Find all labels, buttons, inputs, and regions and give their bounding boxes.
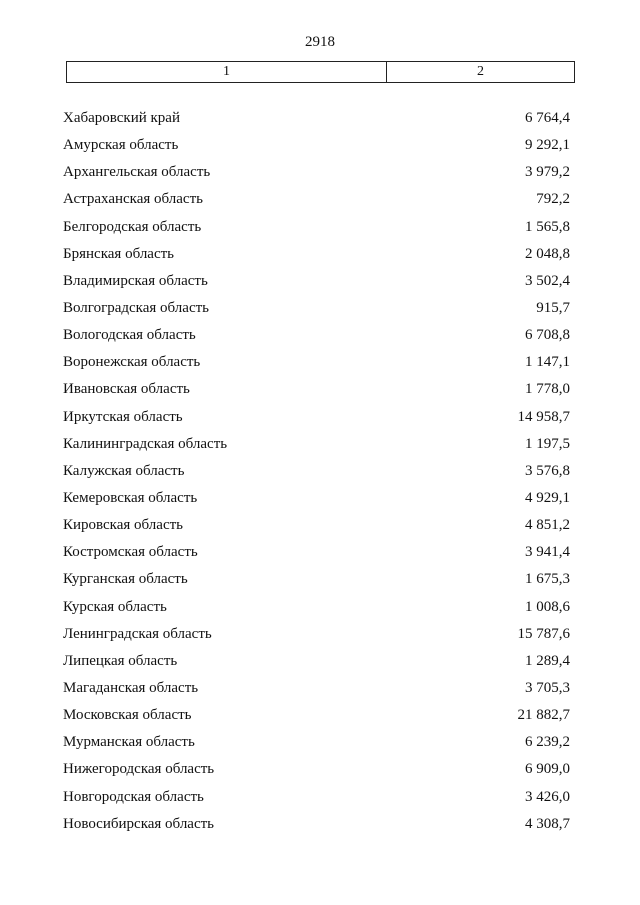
table-row [63,566,570,593]
region-value: 6 708,8 [525,327,570,344]
region-value: 1 675,3 [525,571,570,588]
region-name: Ивановская область [63,381,190,398]
region-name: Магаданская область [63,680,199,697]
region-value: 3 705,3 [525,680,570,697]
region-name: Кемеровская область [63,490,198,507]
region-name: Мурманская область [63,734,195,751]
column-header-1: 1 [67,62,387,82]
table-row [63,404,570,431]
table-row [63,159,570,186]
table-row [63,621,570,648]
region-value: 4 929,1 [525,490,570,507]
table-row [63,485,570,512]
region-value: 6 909,0 [525,761,570,778]
region-name: Курская область [63,598,167,615]
region-name: Кировская область [63,517,184,534]
region-name: Курганская область [63,571,188,588]
table-row [63,322,570,349]
region-value: 15 787,6 [517,625,570,642]
region-name: Хабаровский край [63,110,180,127]
region-name: Воронежская область [63,354,201,371]
region-value: 3 502,4 [525,272,570,289]
region-table [63,105,570,838]
table-row [63,349,570,376]
region-name: Калужская область [63,462,185,479]
table-row [63,594,570,621]
table-row [63,811,570,838]
table-row [63,241,570,268]
region-name: Архангельская область [63,164,211,181]
table-row [63,214,570,241]
region-value: 6 239,2 [525,734,570,751]
region-value: 6 764,4 [525,110,570,127]
region-name: Астраханская область [63,191,203,208]
region-name: Амурская область [63,137,179,154]
table-row [63,295,570,322]
table-row [63,756,570,783]
region-name: Вологодская область [63,327,196,344]
region-name: Брянская область [63,245,175,262]
region-value: 2 048,8 [525,245,570,262]
region-name: Нижегородская область [63,761,215,778]
region-name: Костромская область [63,544,198,561]
region-value: 1 565,8 [525,218,570,235]
region-name: Ленинградская область [63,625,212,642]
region-name: Московская область [63,707,192,724]
region-name: Липецкая область [63,652,178,669]
region-value: 1 778,0 [525,381,570,398]
region-value: 1 008,6 [525,598,570,615]
region-value: 3 979,2 [525,164,570,181]
table-row [63,729,570,756]
region-value: 915,7 [536,300,570,317]
table-row [63,675,570,702]
table-row [63,648,570,675]
region-name: Иркутская область [63,408,183,425]
region-value: 792,2 [536,191,570,208]
table-row [63,268,570,295]
region-name: Волгоградская область [63,300,209,317]
region-name: Владимирская область [63,272,208,289]
region-value: 1 147,1 [525,354,570,371]
table-header [66,61,575,83]
region-value: 21 882,7 [517,707,570,724]
region-value: 9 292,1 [525,137,570,154]
region-value: 1 197,5 [525,435,570,452]
table-row [63,105,570,132]
table-row [63,431,570,458]
table-row [63,376,570,403]
table-row [63,702,570,729]
region-name: Новгородская область [63,788,204,805]
region-name: Новосибирская область [63,815,215,832]
column-header-2: 2 [477,64,484,79]
region-value: 3 426,0 [525,788,570,805]
table-row [63,512,570,539]
region-value: 1 289,4 [525,652,570,669]
page-number: 2918 [305,34,335,50]
table-row [63,186,570,213]
table-row [63,458,570,485]
region-value: 4 308,7 [525,815,570,832]
region-value: 3 576,8 [525,462,570,479]
table-row [63,132,570,159]
table-row [63,784,570,811]
region-value: 14 958,7 [517,408,570,425]
region-name: Калининградская область [63,435,228,452]
region-value: 4 851,2 [525,517,570,534]
region-name: Белгородская область [63,218,202,235]
table-row [63,539,570,566]
region-value: 3 941,4 [525,544,570,561]
